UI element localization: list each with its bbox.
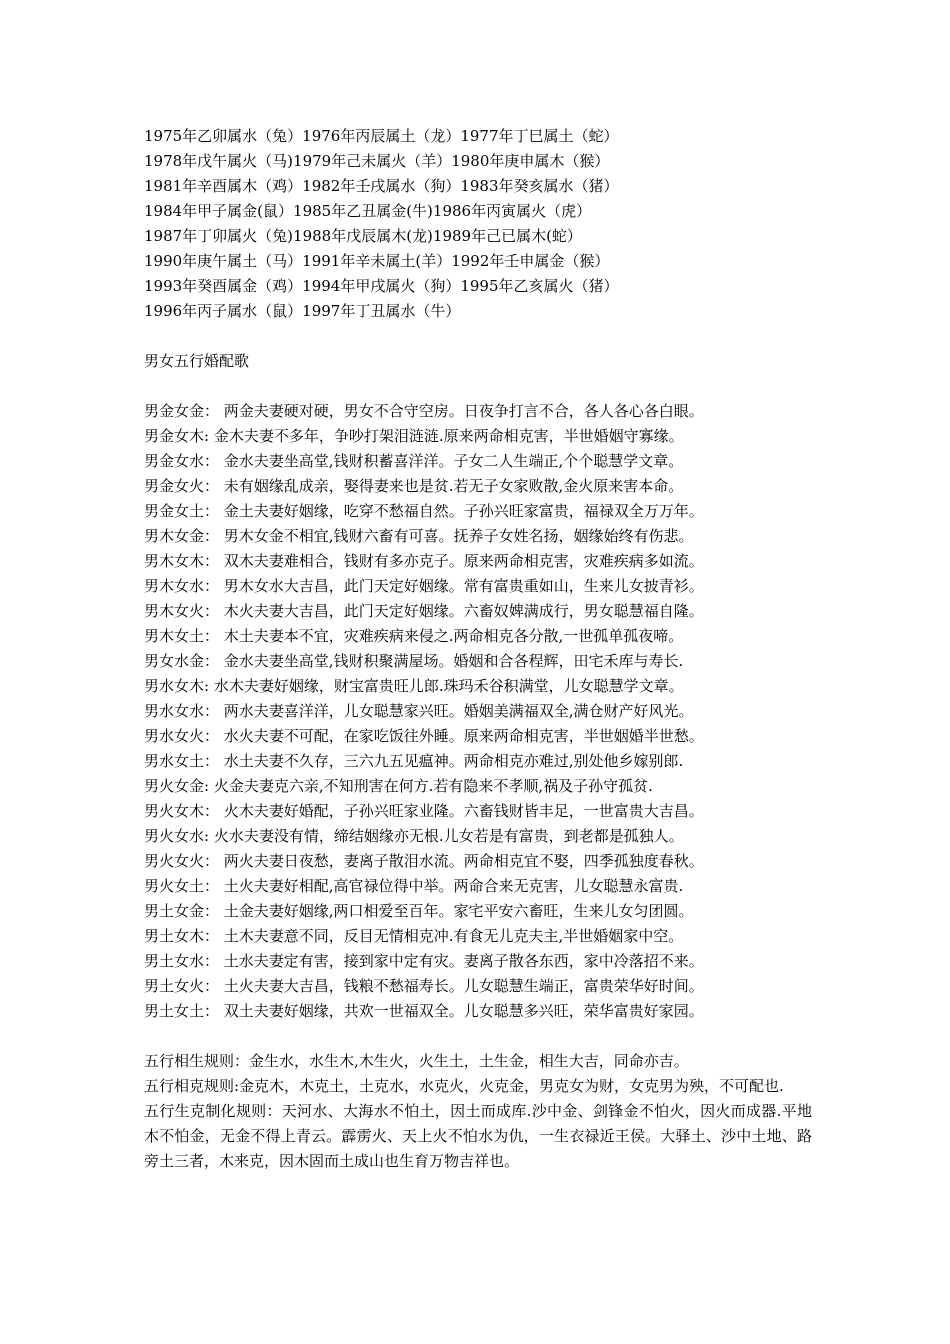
year-line: 1984年甲子属金(鼠）1985年乙丑属金(牛)1986年丙寅属火（虎） bbox=[144, 202, 592, 220]
pairing-line: 男水女土： 水土夫妻不久存，三六九五见瘟神。两命相克亦难过,别处他乡嫁别郎. bbox=[144, 752, 684, 770]
year-line: 1993年癸酉属金（鸡）1994年甲戌属火（狗）1995年乙亥属火（猪） bbox=[144, 277, 619, 295]
pairing-line: 男土女火： 土火夫妻大吉昌，钱粮不愁福寿长。儿女聪慧生端正，富贵荣华好时间。 bbox=[144, 977, 704, 995]
section-heading: 男女五行婚配歌 bbox=[144, 352, 250, 370]
year-line: 1978年戊午属火（马)1979年己未属火（羊）1980年庚申属木（猴） bbox=[144, 152, 610, 170]
year-line: 1975年乙卯属水（兔）1976年丙辰属土（龙）1977年丁巳属土（蛇） bbox=[144, 127, 619, 145]
pairing-list bbox=[144, 399, 812, 1024]
pairing-line: 男火女木： 火木夫妻好婚配，子孙兴旺家业隆。六畜钱财皆丰足，一世富贵大吉昌。 bbox=[144, 802, 704, 820]
pairing-line: 男女水金： 金水夫妻坐高堂,钱财积聚满屋场。婚姻和合各程辉，田宅禾库与寿长. bbox=[144, 652, 684, 670]
document-body bbox=[144, 124, 812, 1174]
pairing-line: 男火女土： 土火夫妻好相配,高官禄位得中举。两命合来无克害，儿女聪慧永富贵. bbox=[144, 877, 684, 895]
year-line: 1987年丁卯属火（兔)1988年戊辰属木(龙)1989年己已属木(蛇） bbox=[144, 227, 582, 245]
spacer bbox=[144, 324, 812, 349]
rule-paragraph: 五行相生规则：金生水，水生木,木生火，火生土，土生金，相生大吉，同命亦吉。 bbox=[144, 1052, 689, 1070]
pairing-line: 男金女木: 金木夫妻不多年，争吵打架泪涟涟.原来两命相克害，半世婚姻守寡缘。 bbox=[144, 427, 684, 445]
rule-paragraph: 五行生克制化规则：天河水、大海水不怕土，因土而成库.沙中金、剑锋金不怕火，因火而成器.平地木不怕金，无金不得上青云。霹雳火、天上火不怕水为仇，一生衣禄近王侯。大驿土、沙中土地、路旁土三者，木来克，因木固而土成山也生育万物吉祥也。 bbox=[144, 1102, 812, 1170]
pairing-line: 男火女火： 两火夫妻日夜愁，妻离子散泪水流。两命相克宜不娶，四季孤独度春秋。 bbox=[144, 852, 704, 870]
rules-section bbox=[144, 1049, 812, 1174]
pairing-line: 男木女木： 双木夫妻难相合，钱财有多亦克子。原来两命相克害，灾难疾病多如流。 bbox=[144, 552, 704, 570]
pairing-line: 男水女水： 两水夫妻喜洋洋，儿女聪慧家兴旺。婚姻美满福双全,满仓财产好风光。 bbox=[144, 702, 694, 720]
pairing-line: 男金女金： 两金夫妻硬对硬，男女不合守空房。日夜争打言不合，各人各心各白眼。 bbox=[144, 402, 704, 420]
year-line: 1996年丙子属水（鼠）1997年丁丑属水（牛） bbox=[144, 302, 461, 320]
pairing-line: 男金女火： 未有姻缘乱成亲，娶得妻来也是贫.若无子女家败散,金火原来害本命。 bbox=[144, 477, 684, 495]
pairing-line: 男火女金: 火金夫妻克六亲,不知刑害在何方.若有隐来不孝顺,祸及子孙守孤贫. bbox=[144, 777, 653, 795]
pairing-line: 男水女火： 水火夫妻不可配，在家吃饭往外睡。原来两命相克害，半世姻婚半世愁。 bbox=[144, 727, 704, 745]
zodiac-year-list bbox=[144, 124, 812, 324]
pairing-line: 男木女土： 木土夫妻本不宜，灾难疾病来侵之.两命相克各分散,一世孤单孤夜啼。 bbox=[144, 627, 684, 645]
year-line: 1990年庚午属土（马）1991年辛未属土(羊）1992年壬申属金（猴） bbox=[144, 252, 610, 270]
pairing-line: 男金女土： 金土夫妻好姻缘，吃穿不愁福自然。子孙兴旺家富贵，福禄双全万万年。 bbox=[144, 502, 704, 520]
pairing-line: 男木女火： 木火夫妻大吉昌，此门天定好姻缘。六畜奴婢满成行，男女聪慧福自隆。 bbox=[144, 602, 704, 620]
pairing-line: 男木女水： 男木女水大吉昌，此门天定好姻缘。常有富贵重如山，生来儿女披青衫。 bbox=[144, 577, 704, 595]
pairing-line: 男土女水： 土水夫妻定有害，接到家中定有灾。妻离子散各东西，家中冷落招不来。 bbox=[144, 952, 704, 970]
pairing-line: 男火女水: 火水夫妻没有情，缔结姻缘亦无根.儿女若是有富贵，到老都是孤独人。 bbox=[144, 827, 684, 845]
pairing-line: 男水女木: 水木夫妻好姻缘，财宝富贵旺儿郎.珠玛禾谷积满堂，儿女聪慧学文章。 bbox=[144, 677, 684, 695]
rule-paragraph: 五行相克规则:金克木，木克土，土克水，水克火，火克金，男克女为财，女克男为殃，不可配也. bbox=[144, 1077, 784, 1095]
pairing-line: 男土女金： 土金夫妻好姻缘,两口相爱至百年。家宅平安六畜旺，生来儿女匀团圆。 bbox=[144, 902, 694, 920]
pairing-line: 男金女水： 金水夫妻坐高堂,钱财积蓄喜洋洋。子女二人生端正,个个聪慧学文章。 bbox=[144, 452, 684, 470]
spacer bbox=[144, 374, 812, 399]
year-line: 1981年辛酉属木（鸡）1982年壬戌属水（狗）1983年癸亥属水（猪） bbox=[144, 177, 619, 195]
pairing-line: 男土女木： 土木夫妻意不同，反目无情相克冲.有食无儿克夫主,半世婚姻家中空。 bbox=[144, 927, 684, 945]
pairing-line: 男土女土： 双土夫妻好姻缘，共欢一世福双全。儿女聪慧多兴旺，荣华富贵好家园。 bbox=[144, 1002, 704, 1020]
pairing-line: 男木女金： 男木女金不相宜,钱财六畜有可喜。抚养子女姓名扬，姻缘始终有伤悲。 bbox=[144, 527, 694, 545]
spacer bbox=[144, 1024, 812, 1049]
